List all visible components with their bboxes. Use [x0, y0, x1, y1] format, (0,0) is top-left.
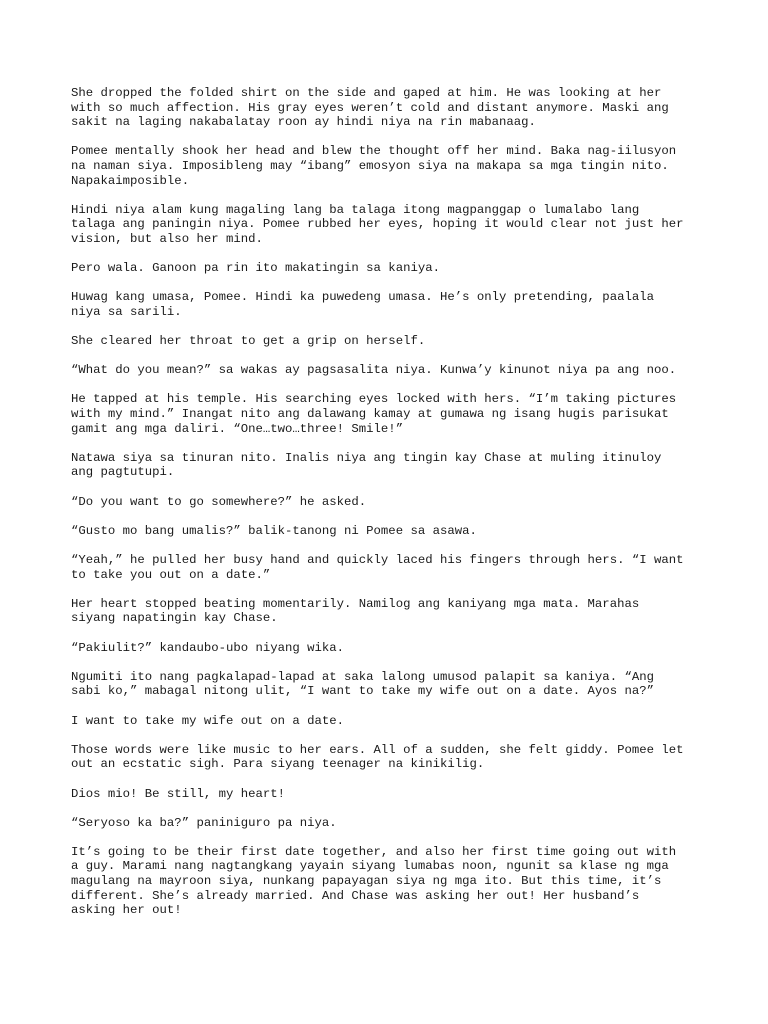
text-line: “What do you mean?” sa wakas ay pagsasalita niya. Kunwa’y kinunot niya pa ang noo. [71, 363, 677, 378]
text-line: Huwag kang umasa, Pomee. Hindi ka puwedeng umasa. He’s only pretending, paalala [71, 290, 654, 305]
text-line: Ngumiti ito nang pagkalapad-lapad at saka lalong umusod palapit sa kaniya. “Ang [71, 669, 654, 684]
text-line: talaga ang paningin niya. Pomee rubbed her eyes, hoping it would clear not just her [71, 217, 684, 232]
paragraph [71, 597, 731, 626]
text-line: Natawa siya sa tinuran nito. Inalis niya ang tingin kay Chase at muling itinuloy [71, 450, 662, 465]
paragraph [71, 670, 731, 699]
paragraph [71, 203, 731, 247]
text-line: “Yeah,” he pulled her busy hand and quickly laced his fingers through hers. “I want [71, 553, 684, 567]
text-line: Pero wala. Ganoon pa rin ito makatingin sa kaniya. [71, 261, 440, 276]
paragraph [71, 451, 731, 480]
paragraph [71, 363, 731, 378]
paragraph [71, 714, 731, 729]
paragraph [71, 392, 731, 436]
text-line: Those words were like music to her ears. All of a sudden, she felt giddy. Pomee let [71, 742, 684, 757]
text-line: ang pagtutupi. [71, 465, 175, 480]
text-line: niya sa sarili. [71, 304, 182, 319]
paragraph [71, 495, 731, 510]
text-line: with so much affection. His gray eyes weren’t cold and distant anymore. Maski ang [71, 100, 669, 115]
text-line: sabi ko,” mabagal nitong ulit, “I want to take my wife out on a date. Ayos na?” [71, 684, 654, 699]
text-line: gamit ang mga daliri. “One…two…three! Smile!” [71, 421, 404, 436]
text-line: “Gusto mo bang umalis?” balik-tanong ni Pomee sa asawa. [71, 523, 477, 538]
text-line: He tapped at his temple. His searching eyes locked with hers. “I’m taking pictures [71, 392, 677, 407]
document-body [71, 86, 731, 932]
text-line: It’s going to be their first date together, and also her first time going out with [71, 844, 677, 859]
text-line: to take you out on a date.” [71, 567, 271, 582]
text-line: Hindi niya alam kung magaling lang ba talaga itong magpanggap o lumalabo lang [71, 202, 640, 217]
paragraph [71, 816, 731, 831]
paragraph [71, 86, 731, 130]
text-line: She dropped the folded shirt on the side and gaped at him. He was looking at her [71, 86, 662, 100]
text-line: “Pakiulit?” kandaubo-ubo niyang wika. [71, 640, 345, 655]
paragraph [71, 641, 731, 656]
text-line: Her heart stopped beating momentarily. Namilog ang kaniyang mga mata. Marahas [71, 596, 640, 611]
paragraph [71, 524, 731, 539]
text-line: Dios mio! Be still, my heart! [71, 786, 286, 801]
text-line: a guy. Marami nang nagtangkang yayain siyang lumabas noon, ngunit sa klase ng mga [71, 859, 669, 874]
paragraph [71, 845, 731, 918]
text-line: “Do you want to go somewhere?” he asked. [71, 494, 367, 509]
text-line: na naman siya. Imposibleng may “ibang” emosyon siya na makapa sa mga tingin nito. [71, 158, 669, 173]
paragraph [71, 743, 731, 772]
paragraph [71, 290, 731, 319]
text-line: asking her out! [71, 903, 182, 918]
paragraph [71, 261, 731, 276]
text-line: magulang na mayroon siya, nunkang papayagan siya ng mga ito. But this time, it’s [71, 874, 662, 889]
paragraph [71, 144, 731, 188]
text-line: She cleared her throat to get a grip on herself. [71, 334, 426, 349]
paragraph [71, 553, 731, 582]
text-line: with my mind.” Inangat nito ang dalawang kamay at gumawa ng isang hugis parisukat [71, 407, 669, 422]
paragraph [71, 334, 731, 349]
text-line: Pomee mentally shook her head and blew the thought off her mind. Baka nag-iilusyon [71, 144, 677, 159]
text-line: out an ecstatic sigh. Para siyang teenager na kinikilig. [71, 757, 485, 772]
text-line: vision, but also her mind. [71, 231, 263, 246]
text-line: “Seryoso ka ba?” paniniguro pa niya. [71, 815, 337, 830]
paragraph [71, 787, 731, 802]
text-line: sakit na laging nakabalatay roon ay hindi niya na rin mabanaag. [71, 115, 536, 130]
text-line: Napakaimposible. [71, 173, 190, 188]
text-line: different. She’s already married. And Chase was asking her out! Her husband’s [71, 888, 640, 903]
text-line: siyang napatingin kay Chase. [71, 611, 278, 626]
text-line: I want to take my wife out on a date. [71, 713, 345, 728]
